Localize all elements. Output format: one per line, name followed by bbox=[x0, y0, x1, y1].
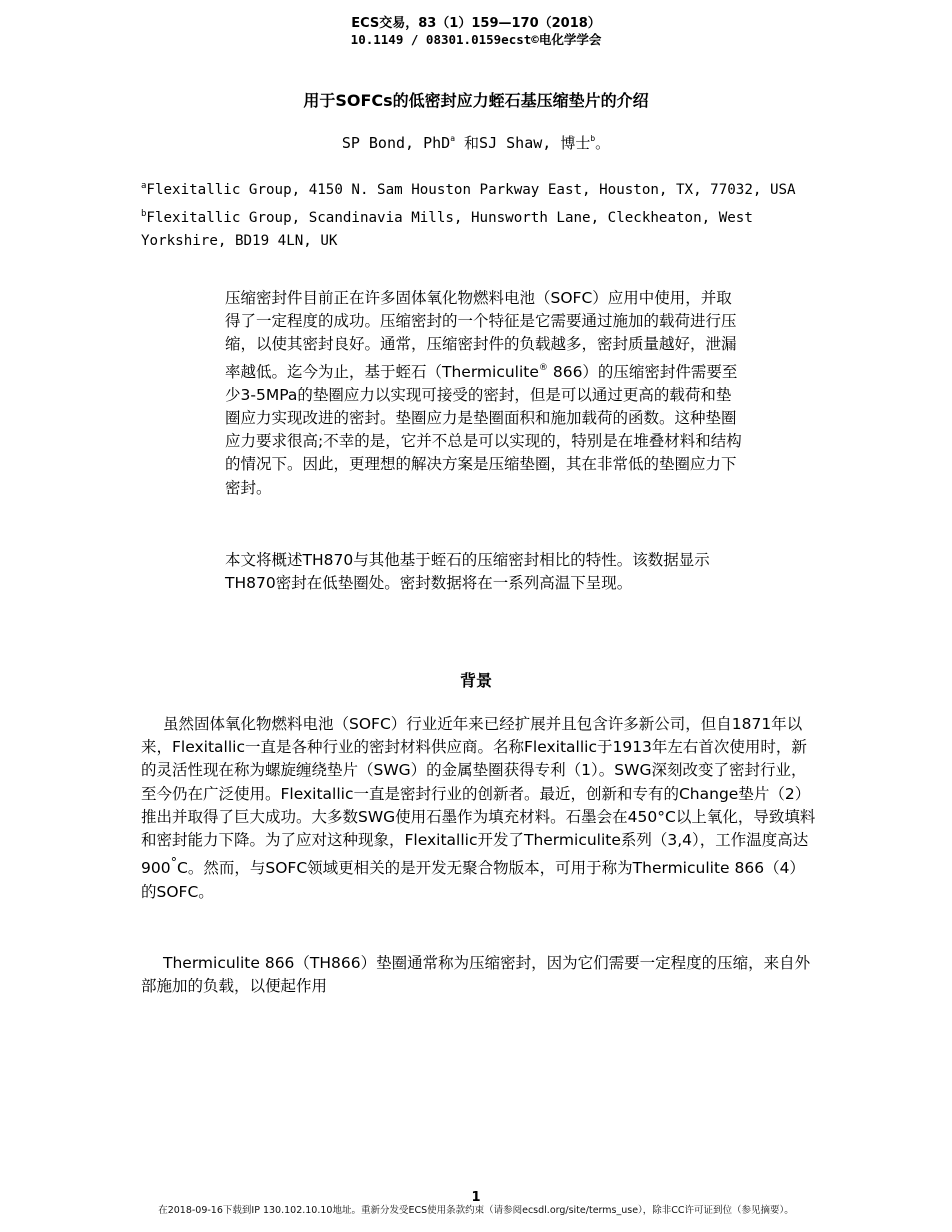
background-paragraph-2: Thermiculite 866（TH866）垫圈通常称为压缩密封，因为它们需要一定程度的压缩，来自外部施加的负载，以便起作用 bbox=[141, 954, 811, 996]
author-1: SP Bond, PhD bbox=[341, 134, 451, 152]
affiliations bbox=[141, 175, 841, 254]
affil-marker-a: a bbox=[450, 134, 456, 143]
affiliation-a: Flexitallic Group, 4150 N. Sam Houston Parkway East, Houston, TX, 77032, USA bbox=[146, 182, 796, 198]
journal-citation: ECS交易，83（1）159—170（2018） bbox=[351, 16, 601, 31]
author-2: 和SJ Shaw, 博士 bbox=[464, 134, 591, 152]
background-p1-text-cont: C。然而，与SOFC领域更相关的是开发无聚合物版本，可用于称为Thermiculite 866（4）的SOFC。 bbox=[141, 859, 805, 901]
section-heading-background: 背景 bbox=[459, 671, 492, 690]
registered-mark: ® bbox=[538, 362, 548, 373]
page-number: 1 bbox=[471, 1190, 481, 1205]
background-p1-text: 虽然固体氧化物燃料电池（SOFC）行业近年来已经扩展并且包含许多新公司，但自1871年以来，Flexitallic一直是各种行业的密封材料供应商。名称Flexitallic于1913年左右首次使用时，新的灵活性现在称为螺旋缠绕垫片（SWG）的金属垫圈获得专利（1）。SWG深刻改变了密封行业，至今仍在广泛使用。Flexitallic一直是密封行业的创新者。最近，创新和专有的Change垫片（2）推出并取得了巨大成功。大多数SWG使用石墨作为填充材料。石墨会在450°C以上氧化，导致填料和密封能力下降。为了应对这种现象，Flexitallic开发了Thermiculite系列（3,4），工作温度高达900 bbox=[141, 715, 816, 878]
download-footer: 在2018-09-16下载到IP 130.102.10.10地址。重新分发受ECS使用条款约束（请参阅ecsdl.org/site/terms_use），除非CC许可证到位（参见摘要）。 bbox=[158, 1205, 794, 1216]
abstract-p1-text: 压缩密封件目前正在许多固体氧化物燃料电池（SOFC）应用中使用，并取得了一定程度的成功。压缩密封的一个特征是它需要通过施加的载荷进行压缩，以使其密封良好。通常，压缩密封件的负载越多，密封质量越好，泄漏率越低。迄今为止，基于蛭石（Thermiculite bbox=[225, 289, 737, 381]
background-paragraph-1 bbox=[141, 713, 816, 904]
author-line bbox=[0, 132, 952, 153]
paper-title: 用于SOFCs的低密封应力蛭石基压缩垫片的介绍 bbox=[303, 91, 649, 110]
affil-marker-b: b bbox=[590, 134, 596, 143]
doi-line: 10.1149 / 08301.0159ecst©电化学学会 bbox=[350, 32, 602, 47]
degree-mark: ° bbox=[170, 856, 178, 872]
abstract-paragraph-1 bbox=[225, 287, 745, 500]
abstract-paragraph-2: 本文将概述TH870与其他基于蛭石的压缩密封相比的特性。该数据显示TH870密封在低垫圈处。密封数据将在一系列高温下呈现。 bbox=[225, 551, 710, 593]
affil-sup-b: b bbox=[141, 208, 147, 219]
affiliation-b: Flexitallic Group, Scandinavia Mills, Hunsworth Lane, Cleckheaton, West Yorkshire, BD19 4LN, UK bbox=[141, 209, 753, 249]
abstract-p1-text-cont: 866）的压缩密封件需要至少3-5MPa的垫圈应力以实现可接受的密封，但是可以通过更高的载荷和垫圈应力实现改进的密封。垫圈应力是垫圈面积和施加载荷的函数。这种垫圈应力要求很高;不幸的是，它并不总是可以实现的，特别是在堆叠材料和结构的情况下。因此，更理想的解决方案是压缩垫圈，其在非常低的垫圈应力下密封。 bbox=[225, 362, 742, 497]
author-end: 。 bbox=[595, 134, 611, 152]
affil-sup-a: a bbox=[141, 181, 147, 191]
